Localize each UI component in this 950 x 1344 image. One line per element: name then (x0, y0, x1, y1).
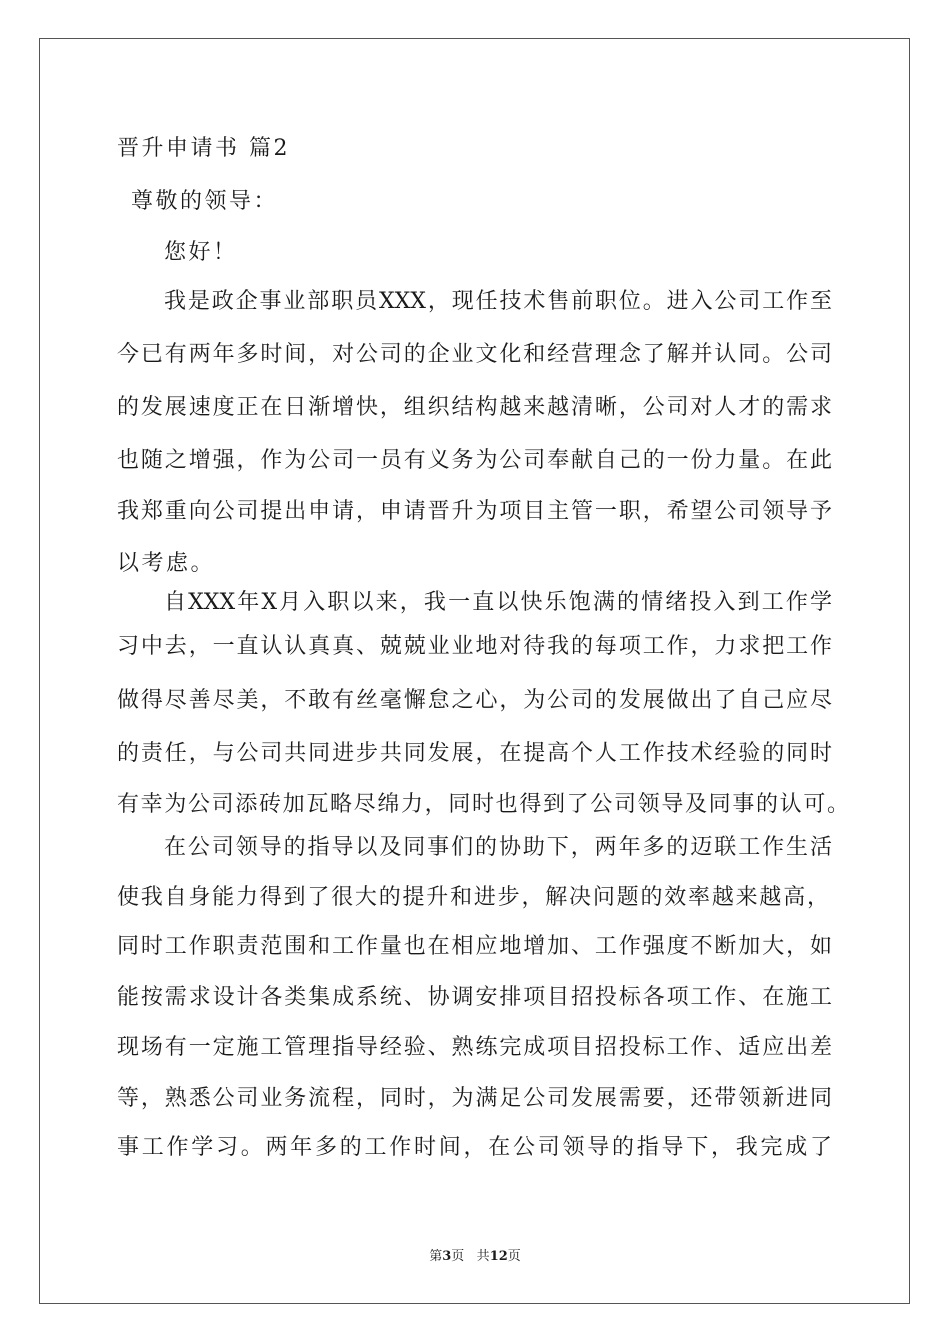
body-line: 现场有一定施工管理指导经验、熟练完成项目招投标工作、适应出差 (117, 1035, 832, 1060)
page-footer (0, 1249, 950, 1265)
body-line: 在公司领导的指导以及同事们的协助下，两年多的迈联工作生活 (164, 835, 832, 860)
page-border (39, 38, 910, 1304)
body-line: 能按需求设计各类集成系统、协调安排项目招投标各项工作、在施工 (117, 985, 832, 1010)
body-line: 自XXX年X月入职以来，我一直以快乐饱满的情绪投入到工作学 (164, 590, 832, 615)
body-line: 我是政企事业部职员XXX，现任技术售前职位。进入公司工作至 (164, 289, 832, 314)
footer-prefix: 第 (429, 1249, 443, 1264)
body-line: 也随之增强，作为公司一员有义务为公司奉献自己的一份力量。在此 (117, 448, 832, 473)
body-line: 做得尽善尽美，不敢有丝毫懈怠之心，为公司的发展做出了自己应尽 (117, 688, 832, 713)
body-line: 以考虑。 (117, 551, 216, 576)
footer-total-suffix: 页 (507, 1249, 521, 1264)
body-line: 的发展速度正在日渐增快，组织结构越来越清晰，公司对人才的需求 (117, 395, 832, 420)
greeting: 您好！ (164, 240, 238, 265)
body-line: 使我自身能力得到了很大的提升和进步，解决问题的效率越来越高， (117, 885, 829, 910)
body-line: 习中去，一直认认真真、兢兢业业地对待我的每项工作，力求把工作 (117, 634, 832, 659)
footer-total-prefix: 共 (476, 1249, 490, 1264)
salutation: 尊敬的领导： (131, 189, 279, 214)
document-heading: 晋升申请书 篇2 (117, 136, 290, 161)
body-line: 同时工作职责范围和工作量也在相应地增加、工作强度不断加大，如 (117, 934, 832, 959)
body-line: 的责任，与公司共同进步共同发展，在提高个人工作技术经验的同时 (117, 741, 832, 766)
body-line: 事工作学习。两年多的工作时间，在公司领导的指导下，我完成了 (117, 1135, 832, 1160)
body-line: 今已有两年多时间，对公司的企业文化和经营理念了解并认同。公司 (117, 342, 832, 367)
body-line: 我郑重向公司提出申请，申请晋升为项目主管一职，希望公司领导予 (117, 499, 832, 524)
body-line: 有幸为公司添砖加瓦略尽绵力，同时也得到了公司领导及同事的认可。 (117, 792, 849, 817)
body-line: 等，熟悉公司业务流程，同时，为满足公司发展需要，还带领新进同 (117, 1086, 832, 1111)
footer-page-suffix: 页 (451, 1249, 465, 1264)
total-pages: 12 (489, 1249, 508, 1264)
page-number: 3 (442, 1249, 452, 1264)
